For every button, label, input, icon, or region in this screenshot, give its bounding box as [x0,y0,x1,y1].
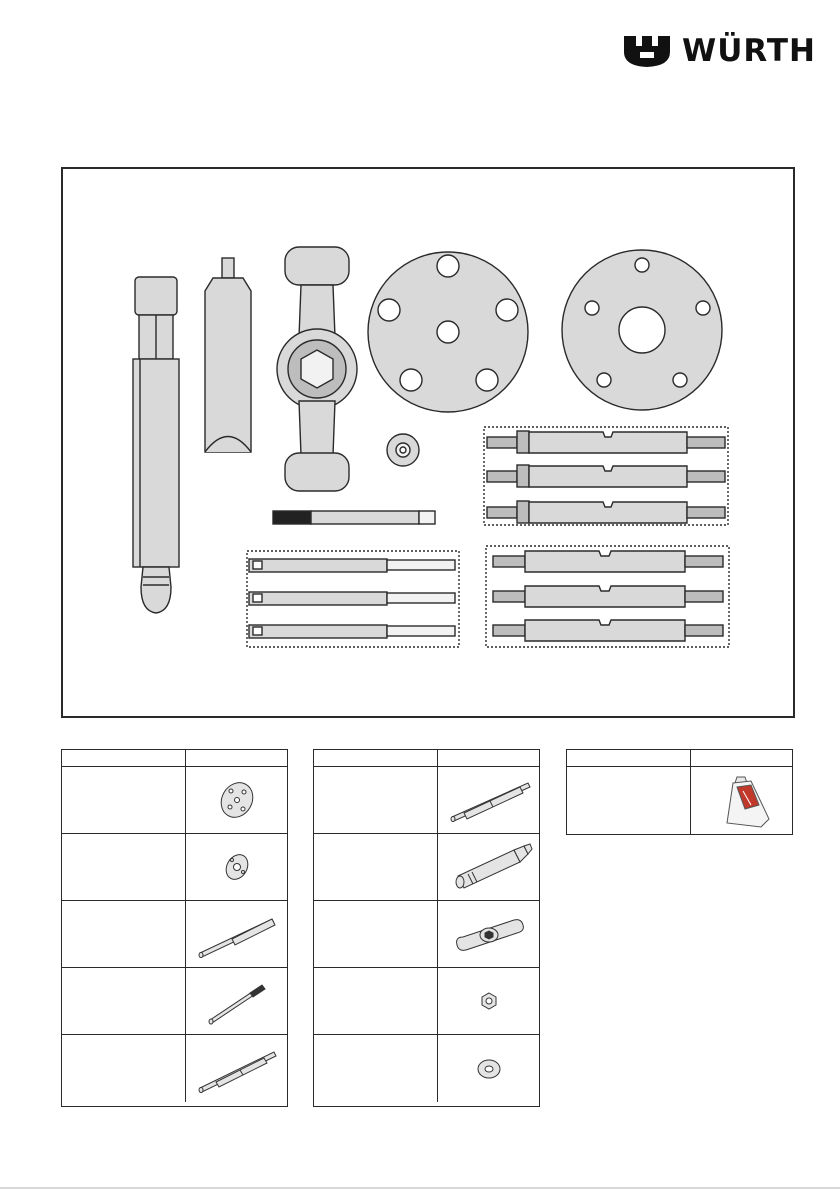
description-cell [314,968,438,1034]
extractor-sleeve-icon [444,840,534,894]
header-description-cell [62,750,186,766]
parts-table-3 [566,749,793,835]
kit-illustration [63,169,793,716]
table-row [62,901,287,968]
bolt [273,511,435,524]
double-ended-wrench [277,247,357,491]
lubricant-tube [205,258,251,452]
adapter-rods-set-upper [484,427,728,525]
description-cell [62,834,186,900]
table-row [62,834,287,901]
description-cell [62,968,186,1034]
threaded-rod-icon [202,976,272,1026]
table-row [314,1035,539,1102]
table-row [62,767,287,834]
description-cell [62,901,186,967]
header-description-cell [314,750,438,766]
nut-icon [477,989,501,1013]
table-row [314,767,539,834]
washer-icon [474,1054,504,1084]
description-cell [314,767,438,833]
parts-table-1 [61,749,288,1107]
description-cell [62,1035,186,1102]
impact-extractor [133,277,179,613]
header-image-cell [438,750,539,766]
stepped-rod-icon [444,775,534,825]
small-flange-plate-icon [217,850,257,884]
table-header [314,750,539,767]
description-cell [314,901,438,967]
description-cell [62,767,186,833]
description-cell [567,767,691,835]
adapter-rod-icon [192,1044,282,1094]
lubricant-tube-icon [707,771,777,831]
brand-logo [622,34,816,68]
description-cell [314,1035,438,1102]
long-rod-icon [192,909,282,959]
table-row [314,834,539,901]
table-header [567,750,792,767]
description-cell [314,834,438,900]
small-flange-plate [562,250,722,410]
page-bottom-rule [0,1187,840,1189]
large-flange-plate-icon [212,780,262,820]
header-image-cell [186,750,287,766]
table-row [314,968,539,1035]
kit-illustration-panel [61,167,795,718]
table-header [62,750,287,767]
brand-wordmark: WÜRTH [682,32,816,69]
wrench-icon [449,911,529,957]
wurth-emblem-icon [622,34,672,68]
table-row [62,1035,287,1102]
table-row [567,767,792,835]
header-image-cell [691,750,792,766]
table-row [62,968,287,1035]
large-flange-plate [368,252,528,412]
nut [387,434,419,466]
table-row [314,901,539,968]
header-description-cell [567,750,691,766]
adapter-rods-set-lower [486,546,729,647]
long-rods-set [247,551,459,647]
parts-table-2 [313,749,540,1107]
